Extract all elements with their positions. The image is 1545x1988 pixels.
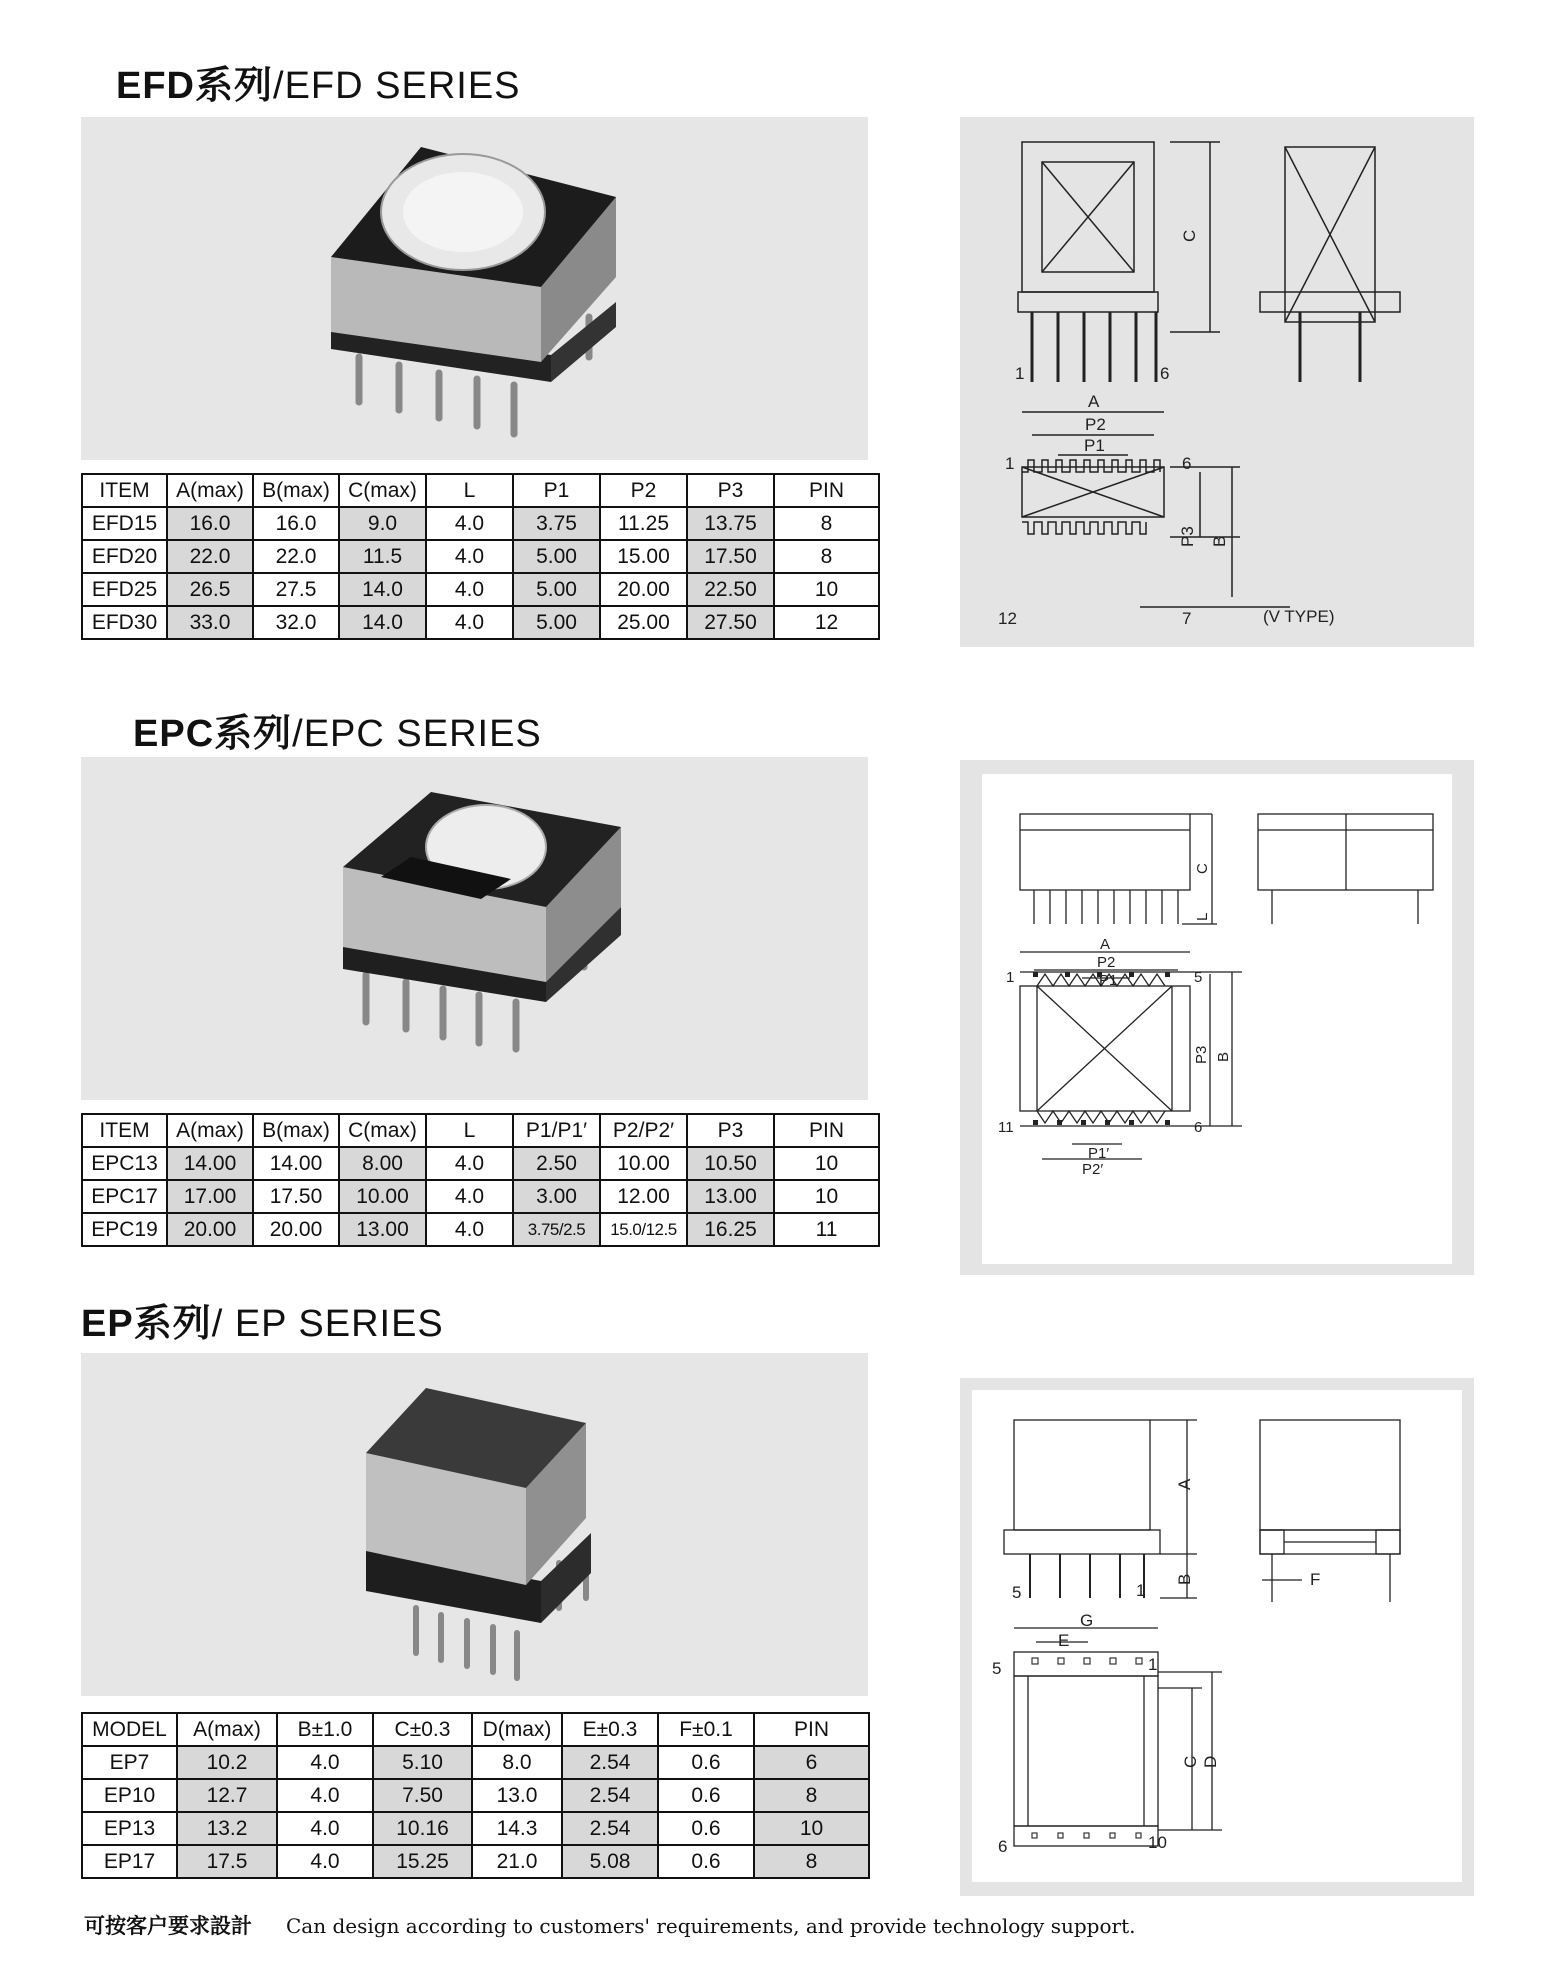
efd-col-p2: P2	[600, 474, 687, 507]
table-cell: 0.6	[658, 1779, 754, 1812]
ep-header-row	[82, 1713, 869, 1746]
ep-col-d: D(max)	[472, 1713, 562, 1746]
epc-label-p1: P1	[1099, 972, 1118, 989]
efd-product-photo	[81, 117, 868, 460]
ep-label-pin5: 5	[1012, 1583, 1022, 1602]
efd-label-pin1: 1	[1015, 364, 1025, 383]
efd-label-pin6: 6	[1160, 364, 1170, 383]
table-cell: EPC17	[82, 1180, 167, 1213]
table-cell: 20.00	[253, 1213, 339, 1246]
epc-title-en: /EPC SERIES	[292, 713, 542, 755]
table-cell: EP7	[82, 1746, 177, 1779]
table-cell: EFD20	[82, 540, 167, 573]
epc-drawing-svg	[982, 774, 1452, 1264]
table-cell: 15.00	[600, 540, 687, 573]
efd-label-p3: P3	[1178, 526, 1197, 547]
table-row	[82, 1180, 879, 1213]
table-cell: EFD25	[82, 573, 167, 606]
table-cell: 4.0	[277, 1812, 373, 1845]
table-cell: 17.00	[167, 1180, 253, 1213]
epc-section-title	[133, 702, 542, 757]
footer-text-cn: 可按客户要求設計	[84, 1915, 252, 1938]
ep-col-e: E±0.3	[562, 1713, 658, 1746]
ep-col-model: MODEL	[82, 1713, 177, 1746]
table-cell: EP10	[82, 1779, 177, 1812]
table-cell: 9.0	[339, 507, 426, 540]
table-cell: 4.0	[277, 1845, 373, 1878]
table-cell: 20.00	[167, 1213, 253, 1246]
table-cell: 14.00	[253, 1147, 339, 1180]
table-cell: 10.00	[339, 1180, 426, 1213]
efd-col-p1: P1	[513, 474, 600, 507]
table-cell: 12.00	[600, 1180, 687, 1213]
epc-col-item: ITEM	[82, 1114, 167, 1147]
table-cell: 6	[754, 1746, 869, 1779]
epc-label-pin6: 6	[1194, 1119, 1203, 1136]
efd-label-pin1b: 1	[1005, 454, 1015, 473]
ep-label-pin6: 6	[998, 1837, 1008, 1856]
table-cell: 3.75	[513, 507, 600, 540]
table-cell: 10.00	[600, 1147, 687, 1180]
table-row	[82, 1213, 879, 1246]
efd-col-pin: PIN	[774, 474, 879, 507]
table-cell: 7.50	[373, 1779, 472, 1812]
ep-label-d: D	[1201, 1755, 1220, 1768]
epc-product-photo	[81, 757, 868, 1100]
table-row	[82, 507, 879, 540]
table-cell: 3.00	[513, 1180, 600, 1213]
epc-col-c: C(max)	[339, 1114, 426, 1147]
ep-col-f: F±0.1	[658, 1713, 754, 1746]
efd-label-a: A	[1088, 392, 1100, 411]
epc-label-p2-prime: P2′	[1082, 1161, 1104, 1178]
table-cell: 13.00	[339, 1213, 426, 1246]
epc-label-l: L	[1194, 912, 1211, 921]
table-cell: 13.75	[687, 507, 774, 540]
table-cell: 4.0	[426, 1213, 513, 1246]
table-cell: 26.5	[167, 573, 253, 606]
ep-col-pin: PIN	[754, 1713, 869, 1746]
table-cell: 22.0	[167, 540, 253, 573]
table-cell: EFD30	[82, 606, 167, 639]
table-cell: 2.54	[562, 1812, 658, 1845]
table-row	[82, 1779, 869, 1812]
ep-label-pin1b: 1	[1148, 1655, 1158, 1674]
table-cell: 13.0	[472, 1779, 562, 1812]
table-cell: 8	[754, 1845, 869, 1878]
epc-label-p2: P2	[1097, 954, 1116, 971]
ep-section-title	[81, 1292, 444, 1347]
epc-label-pin1: 1	[1006, 969, 1015, 986]
table-cell: 17.50	[253, 1180, 339, 1213]
efd-drawing-svg	[960, 117, 1474, 647]
table-row	[82, 1746, 869, 1779]
epc-transformer-image	[81, 757, 868, 1100]
efd-transformer-image	[81, 117, 868, 460]
ep-drawing-svg	[972, 1390, 1462, 1882]
efd-header-row	[82, 474, 879, 507]
epc-spec-table	[81, 1113, 880, 1247]
efd-col-item: ITEM	[82, 474, 167, 507]
table-cell: 21.0	[472, 1845, 562, 1878]
epc-label-p3: P3	[1193, 1045, 1210, 1064]
epc-dimension-drawing	[960, 760, 1474, 1275]
ep-col-a: A(max)	[177, 1713, 277, 1746]
table-cell: 25.00	[600, 606, 687, 639]
table-cell: 32.0	[253, 606, 339, 639]
table-cell: 8	[774, 507, 879, 540]
efd-label-pin6b: 6	[1182, 454, 1192, 473]
efd-label-c: C	[1180, 229, 1199, 242]
table-cell: 3.75/2.5	[513, 1213, 600, 1246]
ep-label-pin10: 10	[1148, 1833, 1167, 1852]
table-cell: 12	[774, 606, 879, 639]
efd-label-b: B	[1210, 535, 1229, 547]
table-cell: 4.0	[426, 1180, 513, 1213]
efd-title-cn: EFD系列	[116, 65, 274, 107]
epc-col-l: L	[426, 1114, 513, 1147]
table-cell: 5.10	[373, 1746, 472, 1779]
table-cell: 12.7	[177, 1779, 277, 1812]
table-cell: 14.0	[339, 573, 426, 606]
table-cell: EPC13	[82, 1147, 167, 1180]
table-cell: 4.0	[426, 1147, 513, 1180]
footer-note	[84, 1910, 1135, 1940]
table-cell: 2.50	[513, 1147, 600, 1180]
table-cell: 11.25	[600, 507, 687, 540]
efd-label-pin7: 7	[1182, 609, 1192, 628]
efd-col-c: C(max)	[339, 474, 426, 507]
ep-product-photo	[81, 1353, 868, 1696]
epc-title-cn: EPC系列	[133, 713, 293, 755]
epc-header-row	[82, 1114, 879, 1147]
table-cell: 16.0	[253, 507, 339, 540]
table-cell: 10	[774, 1147, 879, 1180]
table-cell: EPC19	[82, 1213, 167, 1246]
ep-title-cn: EP系列	[81, 1303, 212, 1345]
table-cell: 15.25	[373, 1845, 472, 1878]
table-cell: 0.6	[658, 1845, 754, 1878]
ep-label-pin5b: 5	[992, 1659, 1002, 1678]
table-cell: EP17	[82, 1845, 177, 1878]
epc-label-a: A	[1100, 936, 1111, 953]
epc-label-pin11: 11	[998, 1119, 1014, 1136]
ep-dimension-drawing	[960, 1378, 1474, 1896]
epc-col-b: B(max)	[253, 1114, 339, 1147]
table-row	[82, 1812, 869, 1845]
table-cell: 4.0	[426, 540, 513, 573]
ep-label-pin1: 1	[1136, 1581, 1146, 1600]
table-cell: 14.0	[339, 606, 426, 639]
table-row	[82, 1147, 879, 1180]
table-cell: 16.25	[687, 1213, 774, 1246]
ep-title-en: / EP SERIES	[211, 1303, 444, 1345]
table-row	[82, 573, 879, 606]
table-cell: 15.0/12.5	[600, 1213, 687, 1246]
table-cell: 22.50	[687, 573, 774, 606]
table-cell: 0.6	[658, 1812, 754, 1845]
epc-col-p2: P2/P2′	[600, 1114, 687, 1147]
table-cell: 5.00	[513, 573, 600, 606]
table-cell: 8	[774, 540, 879, 573]
table-cell: 11	[774, 1213, 879, 1246]
table-cell: 33.0	[167, 606, 253, 639]
epc-col-p3: P3	[687, 1114, 774, 1147]
table-cell: 8	[754, 1779, 869, 1812]
efd-col-l: L	[426, 474, 513, 507]
table-cell: EP13	[82, 1812, 177, 1845]
table-cell: 2.54	[562, 1779, 658, 1812]
table-cell: 10	[754, 1812, 869, 1845]
table-cell: 10.50	[687, 1147, 774, 1180]
table-row	[82, 606, 879, 639]
ep-spec-table	[81, 1712, 870, 1879]
efd-title-en: /EFD SERIES	[273, 65, 521, 107]
table-cell: 22.0	[253, 540, 339, 573]
epc-col-a: A(max)	[167, 1114, 253, 1147]
table-cell: EFD15	[82, 507, 167, 540]
epc-label-pin5: 5	[1194, 969, 1203, 986]
table-cell: 16.0	[167, 507, 253, 540]
table-cell: 13.2	[177, 1812, 277, 1845]
ep-label-f: F	[1310, 1570, 1321, 1589]
efd-label-p1: P1	[1084, 436, 1105, 455]
table-cell: 17.50	[687, 540, 774, 573]
table-cell: 5.08	[562, 1845, 658, 1878]
epc-label-p1-prime: P1′	[1088, 1145, 1110, 1162]
table-cell: 14.00	[167, 1147, 253, 1180]
epc-label-c: C	[1194, 863, 1211, 874]
table-cell: 8.00	[339, 1147, 426, 1180]
efd-dimension-drawing	[960, 117, 1474, 647]
epc-col-p1: P1/P1′	[513, 1114, 600, 1147]
table-cell: 10	[774, 573, 879, 606]
epc-col-pin: PIN	[774, 1114, 879, 1147]
table-cell: 8.0	[472, 1746, 562, 1779]
table-cell: 10.2	[177, 1746, 277, 1779]
table-cell: 4.0	[277, 1779, 373, 1812]
table-cell: 0.6	[658, 1746, 754, 1779]
table-cell: 4.0	[426, 606, 513, 639]
ep-label-b: B	[1175, 1573, 1194, 1585]
ep-col-b: B±1.0	[277, 1713, 373, 1746]
efd-section-title	[116, 54, 521, 109]
footer-text-en: Can design according to customers' requirements, and provide technology support.	[286, 1914, 1136, 1938]
efd-col-p3: P3	[687, 474, 774, 507]
ep-transformer-image	[81, 1353, 868, 1696]
table-cell: 2.54	[562, 1746, 658, 1779]
efd-label-p2: P2	[1085, 415, 1106, 434]
table-cell: 14.3	[472, 1812, 562, 1845]
efd-spec-table	[81, 473, 880, 640]
efd-col-a: A(max)	[167, 474, 253, 507]
efd-col-b: B(max)	[253, 474, 339, 507]
ep-label-g: G	[1080, 1611, 1094, 1630]
table-cell: 4.0	[426, 507, 513, 540]
efd-label-pin12: 12	[998, 609, 1017, 628]
table-cell: 4.0	[277, 1746, 373, 1779]
ep-col-c: C±0.3	[373, 1713, 472, 1746]
ep-label-c: C	[1181, 1755, 1200, 1768]
table-row	[82, 1845, 869, 1878]
table-cell: 27.50	[687, 606, 774, 639]
table-cell: 4.0	[426, 573, 513, 606]
table-cell: 20.00	[600, 573, 687, 606]
ep-label-a: A	[1175, 1478, 1194, 1490]
table-cell: 5.00	[513, 606, 600, 639]
table-row	[82, 540, 879, 573]
table-cell: 5.00	[513, 540, 600, 573]
ep-label-e: E	[1058, 1631, 1070, 1650]
epc-label-b: B	[1215, 1051, 1232, 1062]
table-cell: 11.5	[339, 540, 426, 573]
efd-label-vtype: (V TYPE)	[1263, 607, 1335, 626]
table-cell: 17.5	[177, 1845, 277, 1878]
table-cell: 10	[774, 1180, 879, 1213]
table-cell: 13.00	[687, 1180, 774, 1213]
table-cell: 27.5	[253, 573, 339, 606]
table-cell: 10.16	[373, 1812, 472, 1845]
